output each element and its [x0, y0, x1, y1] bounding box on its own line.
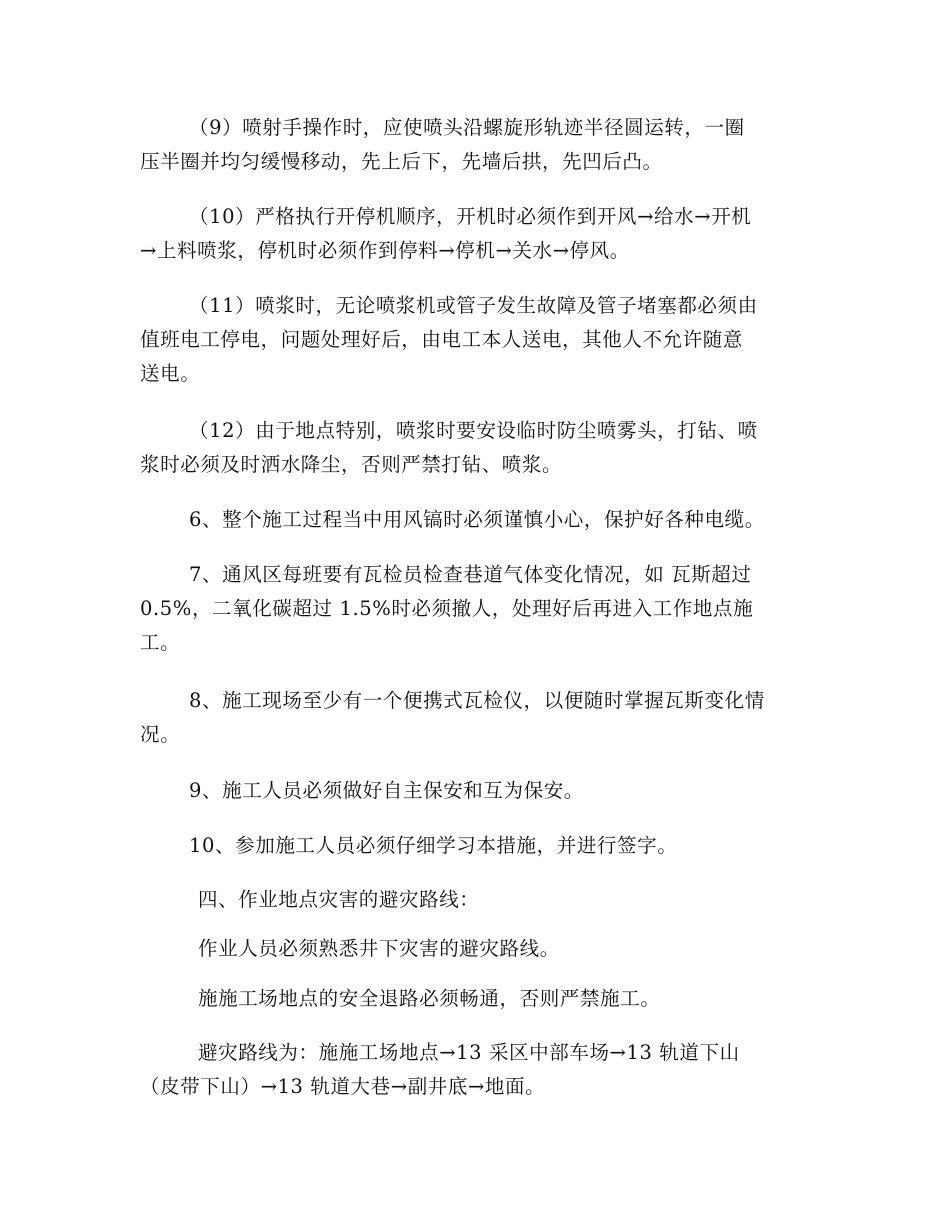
paragraph-line: 压半圈并均匀缓慢移动，先上后下，先墙后拱，先凹后凸。	[140, 150, 663, 173]
item-10	[140, 829, 810, 863]
item-6	[140, 503, 810, 537]
paragraph-line: 10、参加施工人员必须仔细学习本措施，并进行签字。	[189, 834, 678, 857]
paragraph-12	[140, 414, 810, 482]
paragraph-line: 6、整个施工过程当中用风镐时必须谨慎小心，保护好各种电缆。	[189, 508, 765, 531]
item-9	[140, 774, 810, 808]
paragraph-line: （11）喷浆时，无论喷浆机或管子发生故障及管子堵塞都必须由	[189, 294, 758, 317]
paragraph-line: 况。	[140, 723, 181, 746]
paragraph-line: （10）严格执行开停机顺序，开机时必须作到开风→给水→开机	[189, 205, 752, 228]
paragraph-line: 0.5%，二氧化碳超过 1.5%时必须撤人，处理好后再进入工作地点施	[140, 597, 754, 620]
paragraph-line: （皮带下山）→13 轨道大巷→副井底→地面。	[140, 1075, 546, 1098]
paragraph-line: 避灾路线为：施施工场地点→13 采区中部车场→13 轨道下山	[198, 1041, 740, 1064]
paragraph-line: （12）由于地点特别，喷浆时要安设临时防尘喷雾头，打钻、喷	[189, 419, 758, 442]
section-4-paragraph-3	[140, 1036, 810, 1104]
paragraph-line: 浆时必须及时洒水降尘，否则严禁打钻、喷浆。	[140, 453, 563, 476]
paragraph-line: 作业人员必须熟悉井下灾害的避灾路线。	[198, 937, 560, 960]
paragraph-10	[140, 200, 810, 268]
item-8	[140, 684, 810, 752]
paragraph-line: 8、施工现场至少有一个便携式瓦检仪，以便随时掌握瓦斯变化情	[189, 689, 765, 712]
paragraph-9	[140, 111, 810, 179]
paragraph-line: 值班电工停电，问题处理好后，由电工本人送电，其他人不允许随意	[140, 328, 744, 351]
paragraph-line: 7、通风区每班要有瓦检员检查巷道气体变化情况，如 瓦斯超过	[189, 563, 752, 586]
section-4-paragraph-2	[140, 982, 810, 1016]
paragraph-11	[140, 289, 810, 391]
paragraph-line: 工。	[140, 631, 181, 654]
paragraph-line: （9）喷射手操作时，应使喷头沿螺旋形轨迹半径圆运转，一圈	[189, 116, 745, 139]
paragraph-line: 9、施工人员必须做好自主保安和互为保安。	[189, 779, 584, 802]
item-7	[140, 558, 810, 660]
paragraph-line: →上料喷浆，停机时必须作到停料→停机→关水→停风。	[140, 239, 630, 262]
paragraph-line: 送电。	[140, 362, 201, 385]
paragraph-line: 施施工场地点的安全退路必须畅通，否则严禁施工。	[198, 987, 661, 1010]
section-4-paragraph-1	[140, 932, 810, 966]
paragraph-line: 四、作业地点灾害的避灾路线：	[198, 888, 480, 911]
section-4-heading	[140, 883, 810, 917]
